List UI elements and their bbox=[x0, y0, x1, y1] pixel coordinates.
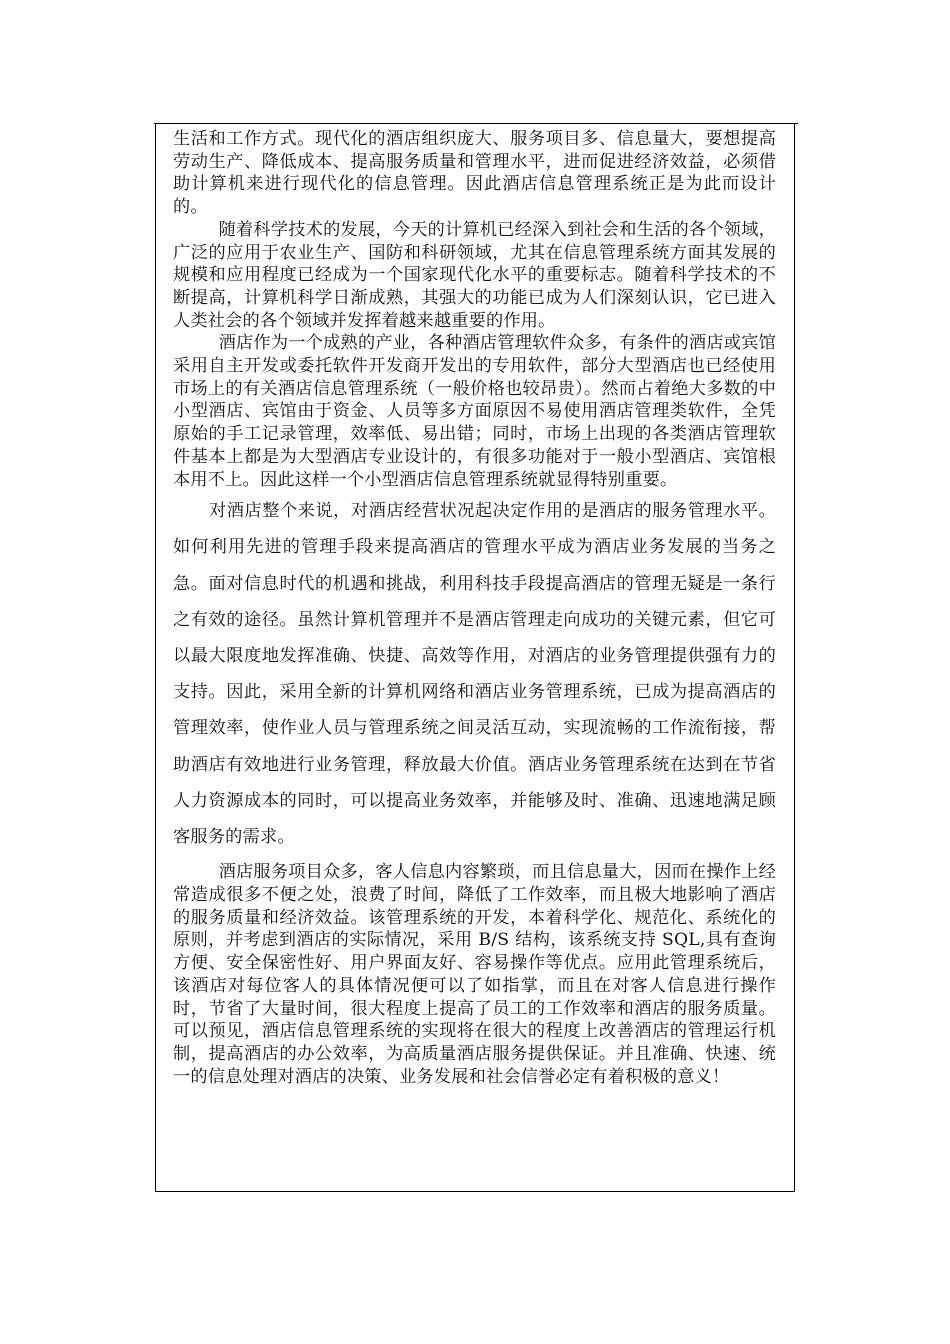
content-frame bbox=[155, 123, 795, 1192]
document-body bbox=[173, 128, 776, 1088]
paragraph-1: 生活和工作方式。现代化的酒店组织庞大、服务项目多、信息量大，要想提高劳动生产、降低成本、提高服务质量和管理水平，进而促进经济效益，必须借助计算机来进行现代化的信息管理。因此酒店信息管理系统正是为此而设计的。 bbox=[173, 129, 776, 218]
paragraph-2: 随着科学技术的发展，今天的计算机已经深入到社会和生活的各个领域，广泛的应用于农业生产、国防和科研领域，尤其在信息管理系统方面其发展的规模和应用程度已经成为一个国家现代化水平的重要标志。随着科学技术的不断提高，计算机科学日渐成熟，其强大的功能已成为人们深刻认识，它已进入人类社会的各个领域并发挥着越来越重要的作用。 bbox=[173, 219, 776, 331]
paragraph-5: 酒店服务项目众多，客人信息内容繁琐，而且信息量大，因而在操作上经常造成很多不便之处，浪费了时间，降低了工作效率，而且极大地影响了酒店的服务质量和经济效益。该管理系统的开发，本着科学化、规范化、系统化的原则，并考虑到酒店的实际情况，采用 B/S 结构，该系统支持 SQL,具有查询方便、安全保密性好、用户界面友好、容易操作等优点。应用此管理系统后，该酒店对每位客人的具体情况便可以了如指掌，而且在对客人信息进行操作时，节省了大量时间，很大程度上提高了员工的工作效率和酒店的服务质量。可以预见，酒店信息管理系统的实现将在很大的程度上改善酒店的管理运行机制，提高酒店的办公效率，为高质量酒店服务提供保证。并且准确、快速、统一的信息处理对酒店的决策、业务发展和社会信誉必定有着积极的意义！ bbox=[173, 862, 776, 1087]
paragraph-4: 对酒店整个来说，对酒店经营状况起决定作用的是酒店的服务管理水平。如何利用先进的管理手段来提高酒店的管理水平成为酒店业务发展的当务之急。面对信息时代的机遇和挑战，利用科技手段提高酒店的管理无疑是一条行之有效的途径。虽然计算机管理并不是酒店管理走向成功的关键元素，但它可以最大限度地发挥准确、快捷、高效等作用，对酒店的业务管理提供强有力的支持。因此，采用全新的计算机网络和酒店业务管理系统，已成为提高酒店的管理效率，使作业人员与管理系统之间灵活互动，实现流畅的工作流衔接，帮助酒店有效地进行业务管理，释放最大价值。酒店业务管理系统在达到在节省人力资源成本的同时，可以提高业务效率，并能够及时、准确、迅速地满足顾客服务的需求。 bbox=[173, 501, 776, 848]
paragraph-3: 酒店作为一个成熟的产业，各种酒店管理软件众多，有条件的酒店或宾馆采用自主开发或委托软件开发商开发出的专用软件，部分大型酒店也已经使用市场上的有关酒店信息管理系统（一般价格也较昂贵）。然而占着绝大多数的中小型酒店、宾馆由于资金、人员等多方面原因不易使用酒店管理类软件，全凭原始的手工记录管理，效率低、易出错；同时，市场上出现的各类酒店管理软件基本上都是为大型酒店专业设计的，有很多功能对于一般小型酒店、宾馆根本用不上。因此这样一个小型酒店信息管理系统就显得特别重要。 bbox=[173, 333, 776, 490]
